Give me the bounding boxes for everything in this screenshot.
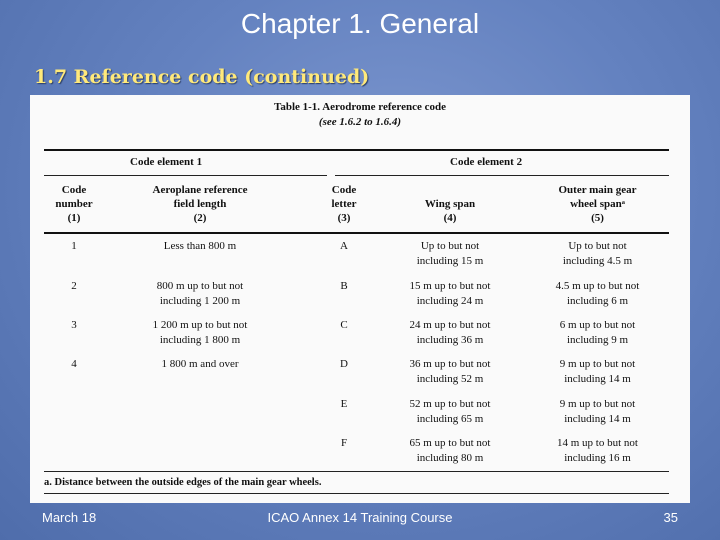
header-text: (5) xyxy=(591,212,604,224)
cell-line: including 80 m xyxy=(416,452,484,464)
row-f-wing-span xyxy=(380,436,520,466)
cell-line: 14 m up to but not xyxy=(557,437,638,449)
cell-line: 800 m up to but not xyxy=(156,280,244,292)
table-bottom-rule xyxy=(44,471,669,472)
row-4-code-letter: D xyxy=(340,358,348,370)
header-text: letter xyxy=(331,198,357,210)
cell-line: Up to but not xyxy=(568,240,627,252)
code-element-2-rule xyxy=(335,175,669,176)
row-e-wing-span xyxy=(380,397,520,427)
header-text: wheel spanᵃ xyxy=(570,198,625,210)
row-3-field-length xyxy=(125,318,275,348)
header-code-letter xyxy=(314,183,374,225)
cell-line: including 24 m xyxy=(416,295,484,307)
footer-page-number: 35 xyxy=(663,510,678,525)
cell-line: including 14 m xyxy=(564,413,631,425)
header-text xyxy=(380,183,520,197)
cell-line: including 1 800 m xyxy=(159,334,241,346)
row-4-code-number: 4 xyxy=(71,358,77,370)
header-text: Aeroplane reference xyxy=(152,184,248,196)
cell-line: 24 m up to but not xyxy=(409,319,491,331)
cell-line: 65 m up to but not xyxy=(409,437,491,449)
header-text: Outer main gear xyxy=(558,184,637,196)
cell-line: including 14 m xyxy=(564,373,631,385)
row-1-wing-span xyxy=(380,239,520,269)
header-text: (3) xyxy=(337,212,351,224)
row-1-code-letter: A xyxy=(340,240,348,252)
cell-line: including 15 m xyxy=(416,255,484,267)
row-4-wing-span xyxy=(380,357,520,387)
row-2-field-length xyxy=(125,279,275,309)
cell-line: including 4.5 m xyxy=(562,255,633,267)
cell-line: 1 200 m up to but not xyxy=(152,319,248,331)
cell-line: including 36 m xyxy=(416,334,484,346)
cell-line: including 9 m xyxy=(566,334,629,346)
header-field-length xyxy=(125,183,275,225)
cell-line: including 52 m xyxy=(416,373,484,385)
row-2-code-number: 2 xyxy=(71,280,77,292)
reference-code-table xyxy=(30,95,690,503)
header-wheel-span xyxy=(525,183,670,225)
code-element-1-rule xyxy=(44,175,327,176)
header-bottom-rule xyxy=(44,232,669,234)
cell-line: 9 m up to but not xyxy=(559,358,636,370)
row-2-code-letter: B xyxy=(340,280,348,292)
header-code-number xyxy=(44,183,104,225)
cell-line: including 16 m xyxy=(564,452,631,464)
header-text: number xyxy=(55,198,93,210)
row-f-code-letter: F xyxy=(340,437,348,449)
slide-title: Chapter 1. General xyxy=(240,8,480,39)
header-text: Code xyxy=(61,184,87,196)
cell-line: 4.5 m up to but not xyxy=(555,280,640,292)
header-wing-span xyxy=(380,183,520,225)
header-text: (2) xyxy=(193,212,207,224)
code-element-2-heading: Code element 2 xyxy=(450,156,523,168)
table-top-rule xyxy=(44,149,669,151)
row-3-wing-span xyxy=(380,318,520,348)
cell-line: 6 m up to but not xyxy=(559,319,636,331)
row-4-wheel-span xyxy=(525,357,670,387)
header-text: (4) xyxy=(443,212,457,224)
cell-line: including 6 m xyxy=(566,295,629,307)
footer-date: March 18 xyxy=(42,510,97,525)
row-3-wheel-span xyxy=(525,318,670,348)
row-2-wheel-span xyxy=(525,279,670,309)
cell-line: 36 m up to but not xyxy=(409,358,491,370)
footnote-rule xyxy=(44,493,669,494)
cell-line: including 1 200 m xyxy=(159,295,241,307)
cell-line: 15 m up to but not xyxy=(409,280,491,292)
header-text: Wing span xyxy=(424,198,476,210)
code-element-1-heading: Code element 1 xyxy=(130,156,203,168)
cell-line: including 65 m xyxy=(416,413,484,425)
footer-course: ICAO Annex 14 Training Course xyxy=(267,510,453,525)
row-3-code-letter: C xyxy=(340,319,348,331)
row-1-code-number: 1 xyxy=(71,240,77,252)
table-caption: Table 1-1. Aerodrome reference code xyxy=(274,101,446,113)
slide-subtitle: 1.7 Reference code (continued) xyxy=(34,66,370,88)
table-caption-reference: (see 1.6.2 to 1.6.4) xyxy=(318,116,402,128)
row-e-code-letter: E xyxy=(340,398,348,410)
row-1-field-length: Less than 800 m xyxy=(163,240,237,252)
cell-line: 9 m up to but not xyxy=(559,398,636,410)
cell-line: Up to but not xyxy=(420,240,480,252)
row-e-wheel-span xyxy=(525,397,670,427)
row-f-wheel-span xyxy=(525,436,670,466)
row-2-wing-span xyxy=(380,279,520,309)
row-1-wheel-span xyxy=(525,239,670,269)
cell-line: 52 m up to but not xyxy=(409,398,491,410)
header-text: field length xyxy=(173,198,227,210)
header-text: Code xyxy=(331,184,357,196)
table-footnote: a. Distance between the outside edges of the main gear wheels. xyxy=(44,477,322,488)
row-3-code-number: 3 xyxy=(71,319,77,331)
row-4-field-length: 1 800 m and over xyxy=(161,358,239,370)
header-text: (1) xyxy=(67,212,81,224)
